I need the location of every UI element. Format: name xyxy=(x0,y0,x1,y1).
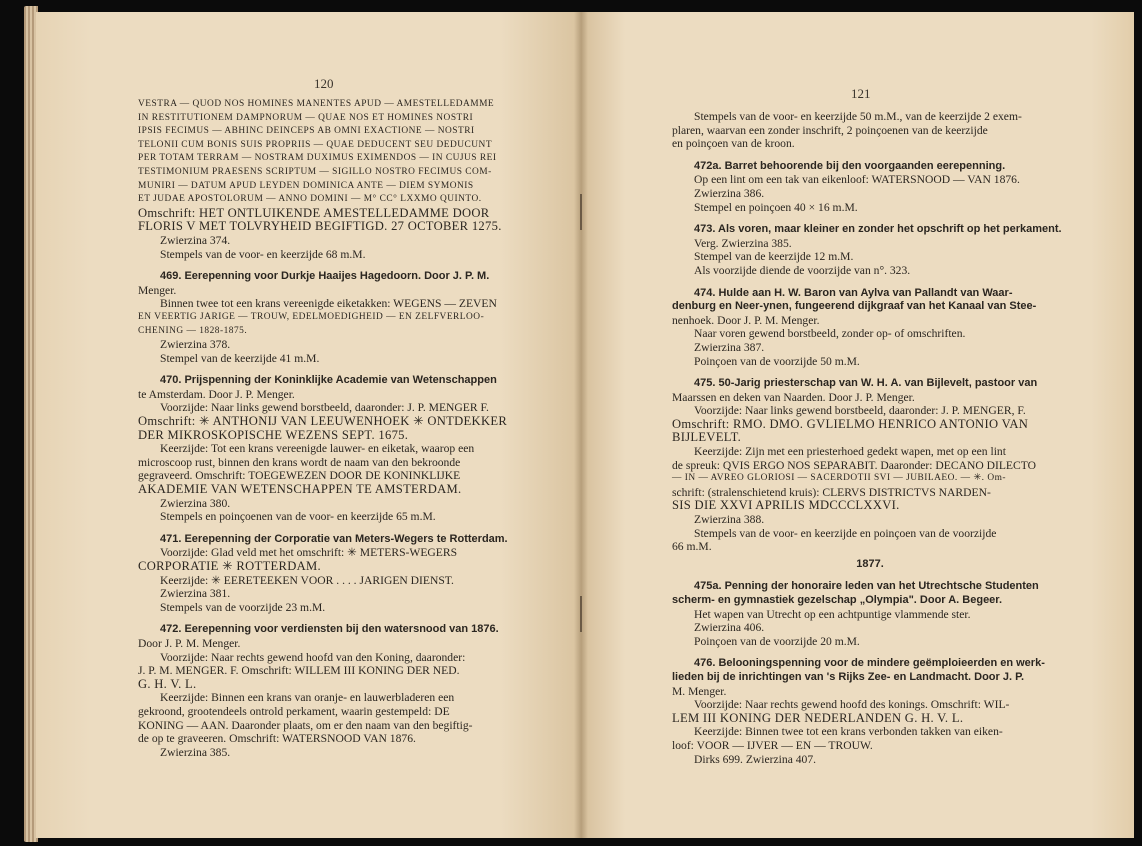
text-line: DER MIKROSKOPISCHE WEZENS SEPT. 1675. xyxy=(138,427,409,442)
text-line: Stempel van de keerzijde 12 m.M. xyxy=(694,250,854,264)
page-number-left: 120 xyxy=(314,76,334,91)
text-line: AKADEMIE VAN WETENSCHAPPEN TE AMSTERDAM. xyxy=(138,482,462,497)
text-line: 470. Prijspenning der Koninklijke Academie van Wetenschappen xyxy=(160,374,497,387)
text-line: Omschrift: HET ONTLUIKENDE AMESTELLEDAMME DOOR xyxy=(138,205,490,220)
text-line: Poinçoen van de voorzijde 50 m.M. xyxy=(694,354,860,368)
text-line: 1877. xyxy=(856,557,884,570)
text-line: 474. Hulde aan H. W. Baron van Aylva van Pallandt van Waar- xyxy=(694,286,1013,299)
text-line: Als voorzijde diende de voorzijde van n°. 323. xyxy=(694,263,911,277)
text-line: en poinçoen van de kroon. xyxy=(672,137,795,151)
text-line: schrift: (stralenschietend kruis): CLERVS DISTRICTVS NARDEN- xyxy=(672,485,991,499)
text-line: TELONII CUM BONIS SUIS PROPRIIS — QUAE DEDUCENT SEU DEDUCUNT xyxy=(138,139,493,150)
text-line: TESTIMONIUM PRAESENS SCRIPTUM — SIGILLO NOSTRO FECIMUS COM- xyxy=(138,166,492,177)
binding-stitch xyxy=(580,596,582,632)
text-line: ET JUDAE APOSTOLORUM — ANNO DOMINI — M° CC° LXXMO QUINTO. xyxy=(138,194,482,205)
book-spread xyxy=(24,6,1136,842)
text-line: microscoop rust, binnen den krans wordt de naam van den bekroonde xyxy=(138,455,461,469)
text-line: de spreuk: QVIS ERGO NOS SEPARABIT. Daaronder: DECANO DILECTO xyxy=(672,458,1036,472)
text-line: Menger. xyxy=(138,283,177,297)
book-gutter xyxy=(574,12,588,838)
text-line: Stempels van de voorzijde 23 m.M. xyxy=(160,600,326,614)
text-line: 475. 50-Jarig priesterschap van W. H. A. van Bijlevelt, pastoor van xyxy=(694,377,1038,390)
text-line: 472. Eerepenning voor verdiensten bij den watersnood van 1876. xyxy=(160,623,499,636)
text-line: CHENING — 1828-1875. xyxy=(138,325,248,336)
text-line: KONING — AAN. Daaronder plaats, om er den naam van den begiftig- xyxy=(138,718,473,732)
text-line: Poinçoen van de voorzijde 20 m.M. xyxy=(694,634,860,648)
text-line: Het wapen van Utrecht op een achtpuntige vlammende ster. xyxy=(694,607,971,621)
text-line: Keerzijde: Tot een krans vereenigde lauwer- en eiketak, waarop een xyxy=(160,442,475,456)
text-line: Zwierzina 387. xyxy=(694,340,765,354)
text-line: Zwierzina 374. xyxy=(160,233,231,247)
text-line: MUNIRI — DATUM APUD LEYDEN DOMINICA ANTE — DIEM SYMONIS xyxy=(138,180,474,191)
text-line: scherm- en gymnastiek gezelschap „Olympia". Door A. Begeer. xyxy=(672,594,1003,606)
text-line: Keerzijde: Zijn met een priesterhoed gedekt wapen, met op een lint xyxy=(694,445,1006,459)
text-line: G. H. V. L. xyxy=(138,676,197,691)
text-line: Op een lint om een tak van eikenloof: WATERSNOOD — VAN 1876. xyxy=(694,173,1020,187)
text-line: Stempels van de voor- en keerzijde 68 m.M. xyxy=(160,247,366,261)
text-line: Zwierzina 381. xyxy=(160,587,231,601)
text-line: de op te graveeren. Omschrift: WATERSNOOD VAN 1876. xyxy=(138,732,416,746)
text-line: 472a. Barret behoorende bij den voorgaanden eerepenning. xyxy=(694,159,1006,172)
text-line: lieden bij de inrichtingen van 's Rijks Zee- en Landmacht. Door J. P. xyxy=(672,670,1025,683)
text-line: loof: VOOR — IJVER — EN — TROUW. xyxy=(672,738,873,752)
text-line: 469. Eerepenning voor Durkje Haaijes Hagedoorn. Door J. P. M. xyxy=(160,270,490,283)
text-line: gekroond, grootendeels ontrold perkament, waarin gestempeld: DE xyxy=(138,704,450,718)
text-line: Dirks 699. Zwierzina 407. xyxy=(694,752,817,766)
text-line: 66 m.M. xyxy=(672,540,712,554)
text-line: Binnen twee tot een krans vereenigde eiketakken: WEGENS — ZEVEN xyxy=(160,297,497,311)
text-line: LEM III KONING DER NEDERLANDEN G. H. V. L. xyxy=(672,710,964,725)
right-text-column xyxy=(672,110,1068,766)
text-line: Stempels van de voor- en keerzijde en poinçoen van de voorzijde xyxy=(694,526,997,540)
left-text-column xyxy=(138,98,536,759)
text-line: Verg. Zwierzina 385. xyxy=(694,236,792,250)
text-line: Zwierzina 378. xyxy=(160,338,231,352)
text-line: EN VEERTIG JARIGE — TROUW, EDELMOEDIGHEID — EN ZELFVERLOO- xyxy=(138,311,485,322)
text-line: 471. Eerepenning der Corporatie van Meters-Wegers te Rotterdam. xyxy=(160,532,508,545)
text-line: Omschrift: ✳ ANTHONIJ VAN LEEUWENHOEK ✳ ONTDEKKER xyxy=(138,414,508,429)
text-line: 473. Als voren, maar kleiner en zonder het opschrift op het perkament. xyxy=(694,223,1062,236)
text-line: Door J. P. M. Menger. xyxy=(138,636,241,650)
text-line: Voorzijde: Glad veld met het omschrift: ✳ METERS-WEGERS xyxy=(160,546,458,560)
text-line: te Amsterdam. Door J. P. Menger. xyxy=(138,387,295,401)
text-line: Voorzijde: Naar rechts gewend hoofd van den Koning, daaronder: xyxy=(160,650,466,664)
text-line: J. P. M. MENGER. F. Omschrift: WILLEM III KONING DER NED. xyxy=(138,664,460,678)
text-line: nenhoek. Door J. P. M. Menger. xyxy=(672,313,820,327)
text-line: Omschrift: RMO. DMO. GVLIELMO HENRICO ANTONIO VAN xyxy=(672,416,1029,431)
text-line: Naar voren gewend borstbeeld, zonder op- of omschriften. xyxy=(694,327,966,341)
text-line: Maarssen en deken van Naarden. Door J. P. Menger. xyxy=(672,390,915,404)
text-line: Zwierzina 385. xyxy=(160,745,231,759)
text-line: BIJLEVELT. xyxy=(672,430,742,445)
text-line: SIS DIE XXVI APRILIS MDCCCLXXVI. xyxy=(672,498,900,513)
text-line: Stempel van de keerzijde 41 m.M. xyxy=(160,351,320,365)
text-line: CORPORATIE ✳ ROTTERDAM. xyxy=(138,559,321,573)
text-line: Keerzijde: Binnen een krans van oranje- en lauwerbladeren een xyxy=(160,691,455,705)
text-line: Keerzijde: ✳ EERETEEKEN VOOR . . . . JARIGEN DIENST. xyxy=(160,573,454,587)
text-line: Stempels en poinçoenen van de voor- en keerzijde 65 m.M. xyxy=(160,510,436,524)
text-line: FLORIS V MET TOLVRYHEID BEGIFTIGD. 27 OCTOBER 1275. xyxy=(138,219,502,234)
text-line: IPSIS FECIMUS — ABHINC DEINCEPS AB OMNI EXACTIONE — NOSTRI xyxy=(138,126,475,137)
text-line: 475a. Penning der honoraire leden van het Utrechtsche Studenten xyxy=(694,580,1039,593)
text-line: IN RESTITUTIONEM DAMPNORUM — QUAE NOS ET HOMINES NOSTRI xyxy=(138,112,474,123)
text-line: Stempel en poinçoen 40 × 16 m.M. xyxy=(694,200,858,214)
page-number-right: 121 xyxy=(851,86,871,101)
text-line: Zwierzina 380. xyxy=(160,496,231,510)
text-line: Zwierzina 386. xyxy=(694,186,765,200)
text-line: — IN — AVREO GLORIOSI — SACERDOTII SVI — JUBILAEO. — ✳. Om- xyxy=(672,473,1007,484)
text-line: plaren, waarvan een zonder inschrift, 2 poinçoenen van de keerzijde xyxy=(672,123,988,137)
text-line: Stempels van de voor- en keerzijde 50 m.M., van de keerzijde 2 exem- xyxy=(694,110,1022,123)
text-line: Voorzijde: Naar links gewend borstbeeld, daaronder: J. P. MENGER F. xyxy=(160,401,489,415)
text-line: VESTRA — QUOD NOS HOMINES MANENTES APUD — AMESTELLEDAMME xyxy=(138,99,495,109)
text-line: Keerzijde: Binnen twee tot een krans verbonden takken van eiken- xyxy=(694,725,1003,739)
text-line: PER TOTAM TERRAM — NOSTRAM DUXIMUS EXIMENDOS — IN CUJUS REI xyxy=(138,153,497,164)
text-line: gegraveerd. Omschrift: TOEGEWEZEN DOOR DE KONINKLIJKE xyxy=(138,469,461,483)
text-line: denburg en Neer-ynen, fungeerend dijkgraaf van het Kanaal van Stee- xyxy=(672,300,1037,313)
binding-stitch xyxy=(580,194,582,230)
text-line: M. Menger. xyxy=(672,684,727,698)
text-line: Zwierzina 388. xyxy=(694,513,765,527)
text-line: Voorzijde: Naar links gewend borstbeeld, daaronder: J. P. MENGER, F. xyxy=(694,404,1026,418)
text-line: 476. Belooningspenning voor de mindere geëmploieerden en werk- xyxy=(694,657,1045,670)
text-line: Zwierzina 406. xyxy=(694,621,765,635)
text-line: Voorzijde: Naar rechts gewend hoofd des konings. Omschrift: WIL- xyxy=(694,698,1010,712)
